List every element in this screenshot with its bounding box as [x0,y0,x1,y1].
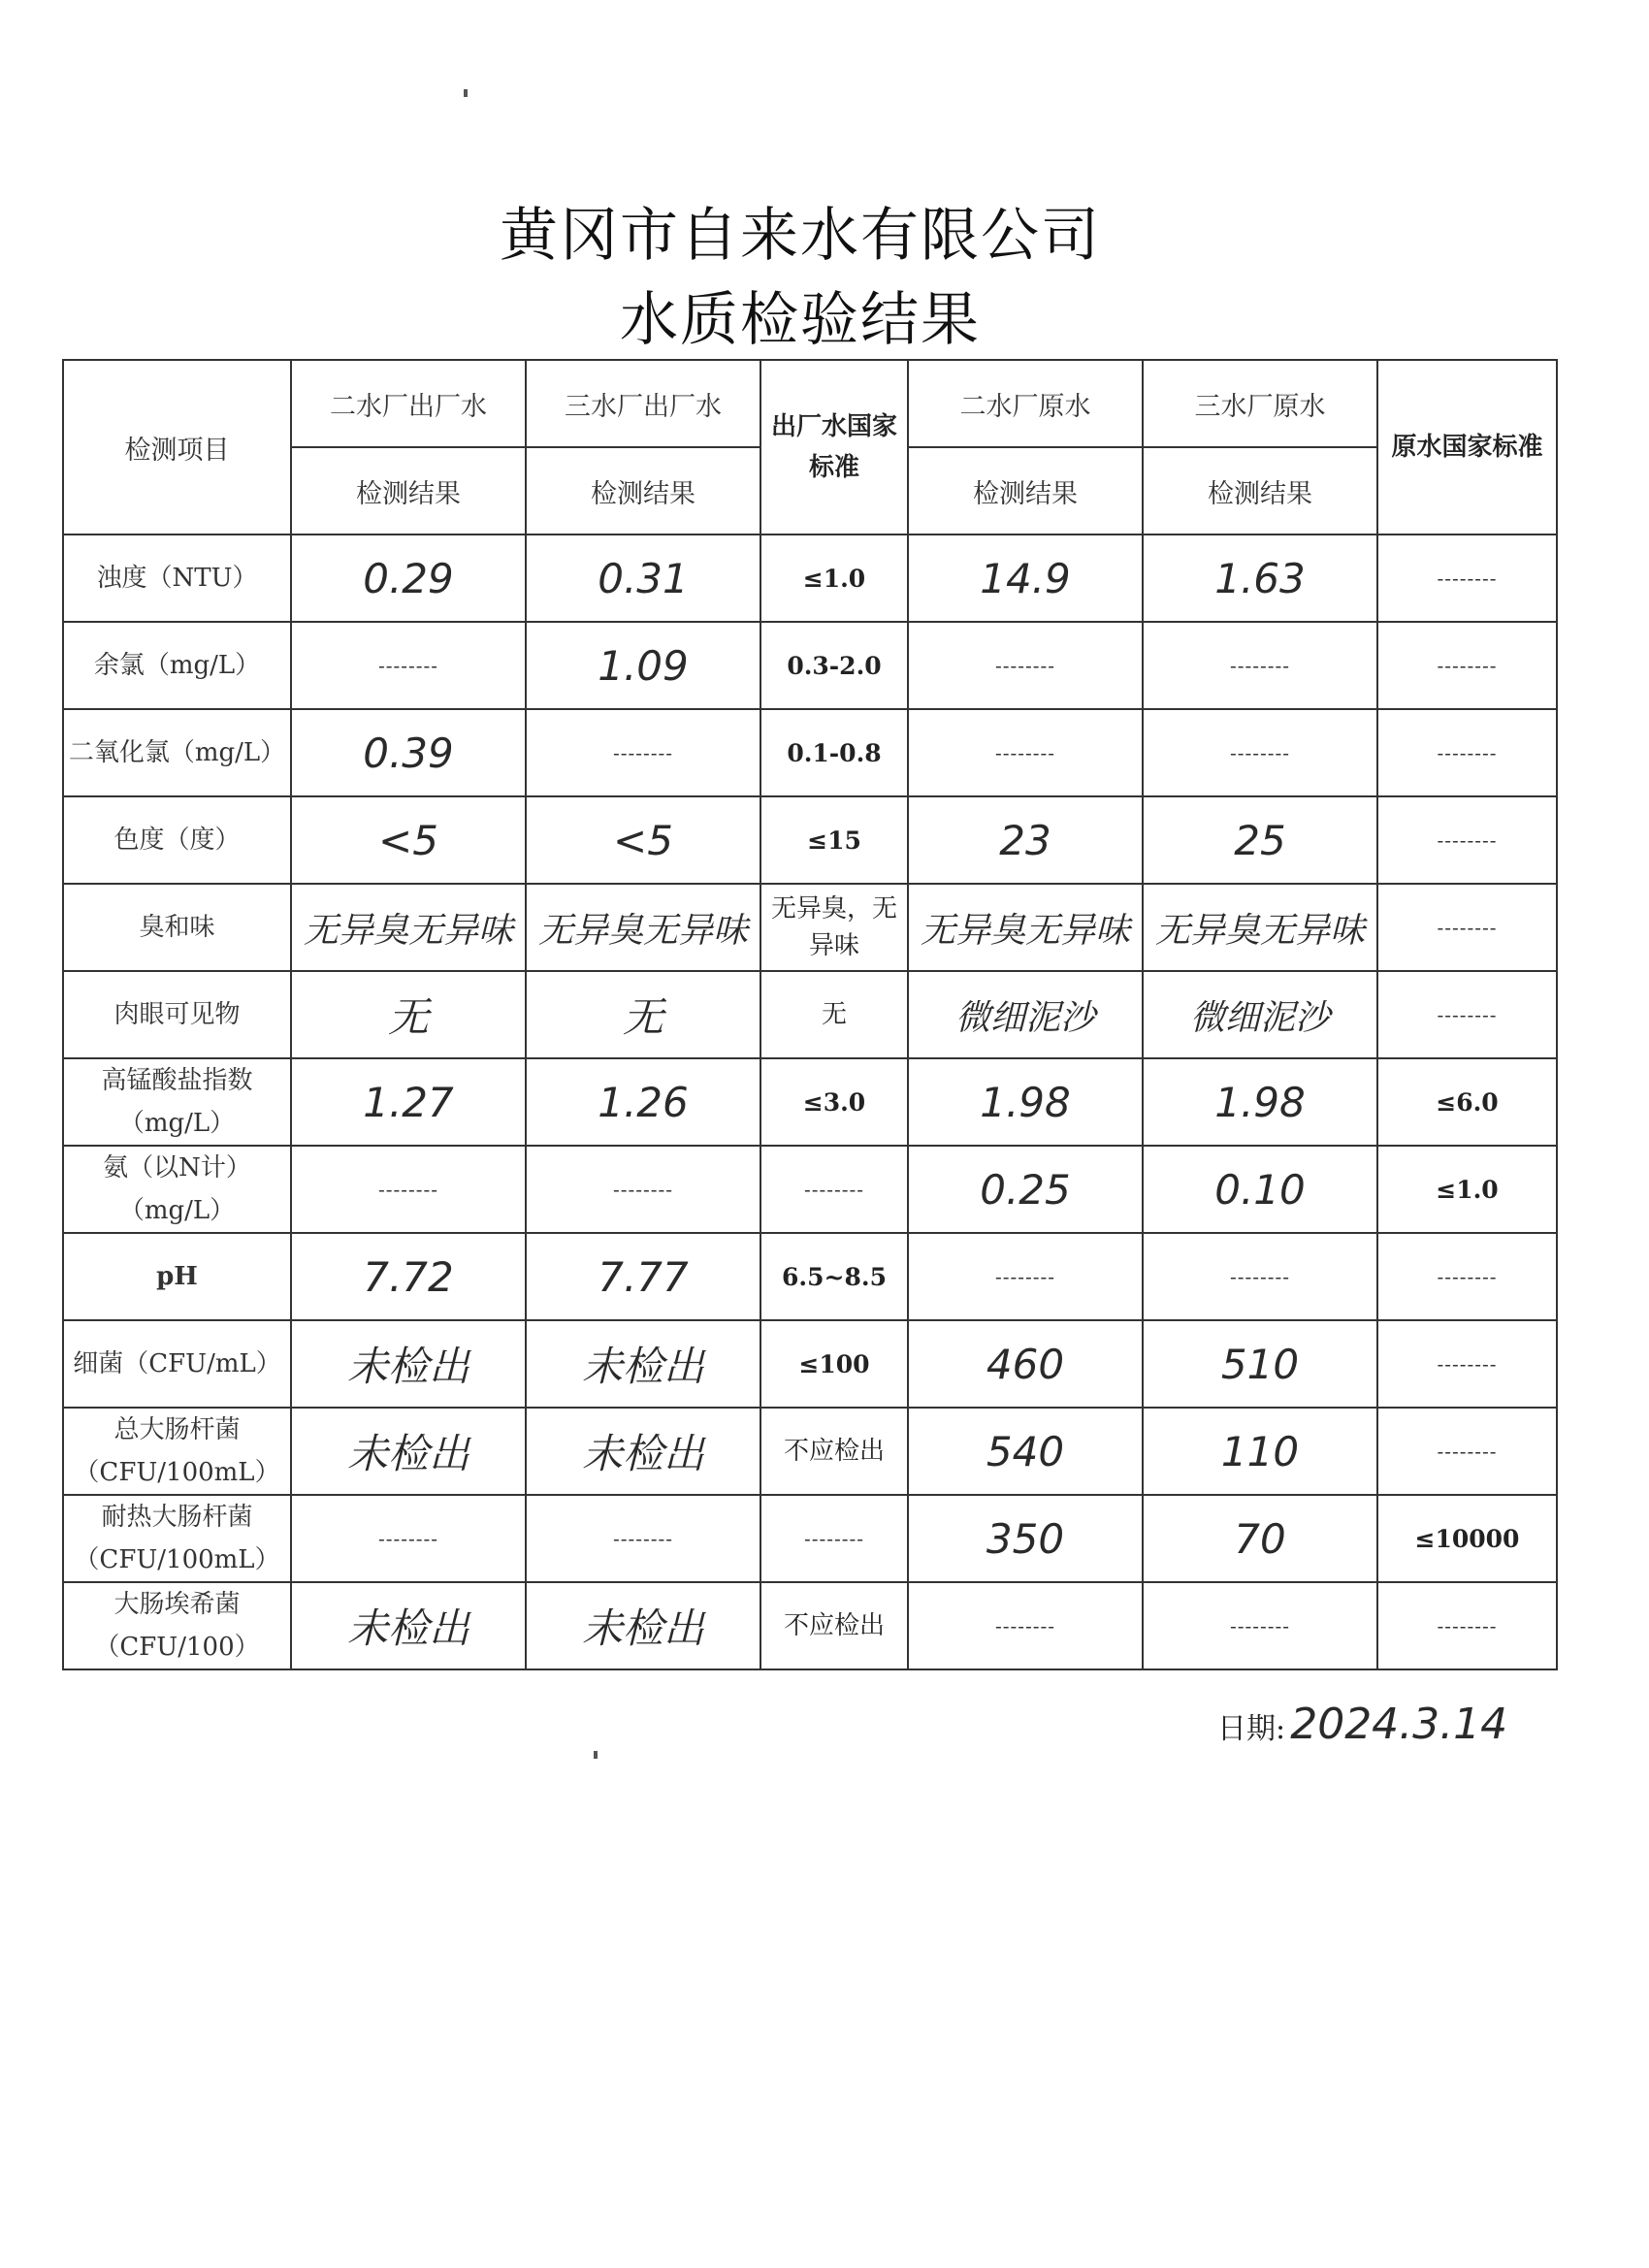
plant3-raw-value: 1.63 [1143,535,1377,622]
plant2-out-value: 未检出 [291,1408,526,1495]
plant3-raw-value: -------- [1143,1582,1377,1669]
raw-standard-value: -------- [1377,622,1557,709]
out-standard-value: 0.1-0.8 [760,709,908,796]
plant2-out-value: 未检出 [291,1320,526,1408]
header-out-standard: 出厂水国家标准 [760,360,908,535]
plant3-out-value: -------- [526,709,760,796]
header-result: 检测结果 [526,447,760,535]
table-row [63,1146,1557,1233]
out-standard-value: 0.3-2.0 [760,622,908,709]
plant2-out-value: 无异臭无异味 [291,884,526,971]
plant2-out-value: 未检出 [291,1582,526,1669]
header-plant2-raw: 二水厂原水 [908,360,1143,447]
plant3-raw-value: 110 [1143,1408,1377,1495]
plant3-raw-value: 0.10 [1143,1146,1377,1233]
raw-standard-value: -------- [1377,884,1557,971]
plant3-raw-value: 1.98 [1143,1058,1377,1146]
plant3-out-value: 未检出 [526,1582,760,1669]
row-item: 细菌（CFU/mL） [63,1320,291,1408]
row-item: pH [63,1233,291,1320]
header-raw-standard: 原水国家标准 [1377,360,1557,535]
table-row [63,709,1557,796]
header-result: 检测结果 [291,447,526,535]
header-result: 检测结果 [908,447,1143,535]
plant3-raw-value: 25 [1143,796,1377,884]
header-plant2-out: 二水厂出厂水 [291,360,526,447]
row-item: 肉眼可见物 [63,971,291,1058]
out-standard-value: ≤100 [760,1320,908,1408]
plant3-raw-value: 微细泥沙 [1143,971,1377,1058]
plant2-out-value: 0.29 [291,535,526,622]
out-standard-value: ≤1.0 [760,535,908,622]
table-row [63,1408,1557,1495]
header-plant3-out: 三水厂出厂水 [526,360,760,447]
header-result: 检测结果 [1143,447,1377,535]
plant3-raw-value: 510 [1143,1320,1377,1408]
raw-standard-value: -------- [1377,709,1557,796]
raw-standard-value: -------- [1377,535,1557,622]
plant3-raw-value: -------- [1143,1233,1377,1320]
plant2-raw-value: 微细泥沙 [908,971,1143,1058]
plant3-raw-value: -------- [1143,622,1377,709]
date-label: 日期: [1217,1712,1286,1746]
plant3-out-value: 未检出 [526,1408,760,1495]
plant3-out-value: 未检出 [526,1320,760,1408]
out-standard-value: 不应检出 [760,1408,908,1495]
water-quality-table [62,359,1558,1670]
plant2-raw-value: -------- [908,622,1143,709]
raw-standard-value: -------- [1377,1582,1557,1669]
report-title: 水质检验结果 [620,286,981,354]
table-row [63,796,1557,884]
plant2-out-value: -------- [291,1146,526,1233]
raw-standard-value: ≤10000 [1377,1495,1557,1582]
plant3-out-value: 1.09 [526,622,760,709]
table-row [63,1058,1557,1146]
header-item: 检测项目 [63,360,291,535]
plant3-out-value: 7.77 [526,1233,760,1320]
plant2-raw-value: 460 [908,1320,1143,1408]
date-line [1217,1700,1507,1749]
raw-standard-value: -------- [1377,1320,1557,1408]
plant2-raw-value: 23 [908,796,1143,884]
raw-standard-value: ≤6.0 [1377,1058,1557,1146]
row-item: 大肠埃希菌（CFU/100） [63,1582,291,1669]
date-value: 2024.3.14 [1290,1700,1508,1749]
raw-standard-value: ≤1.0 [1377,1146,1557,1233]
row-item: 高锰酸盐指数（mg/L） [63,1058,291,1146]
plant2-raw-value: 1.98 [908,1058,1143,1146]
scan-speck [594,1751,598,1759]
raw-standard-value: -------- [1377,971,1557,1058]
plant3-out-value: 无异臭无异味 [526,884,760,971]
table-row [63,884,1557,971]
row-item: 氨（以N计）（mg/L） [63,1146,291,1233]
plant2-out-value: 0.39 [291,709,526,796]
raw-standard-value: -------- [1377,1233,1557,1320]
plant2-out-value: 1.27 [291,1058,526,1146]
row-item: 臭和味 [63,884,291,971]
out-standard-value: 不应检出 [760,1582,908,1669]
plant2-raw-value: 540 [908,1408,1143,1495]
out-standard-value: 6.5~8.5 [760,1233,908,1320]
plant3-raw-value: 无异臭无异味 [1143,884,1377,971]
raw-standard-value: -------- [1377,1408,1557,1495]
out-standard-value: ≤3.0 [760,1058,908,1146]
table-row [63,622,1557,709]
plant2-out-value: -------- [291,1495,526,1582]
table-row [63,1233,1557,1320]
plant2-raw-value: -------- [908,1233,1143,1320]
out-standard-value: -------- [760,1146,908,1233]
row-item: 二氧化氯（mg/L） [63,709,291,796]
plant3-out-value: 0.31 [526,535,760,622]
out-standard-value: 无异臭，无异味 [760,884,908,971]
plant2-raw-value: 0.25 [908,1146,1143,1233]
row-item: 总大肠杆菌（CFU/100mL） [63,1408,291,1495]
plant3-out-value: -------- [526,1495,760,1582]
plant2-raw-value: 14.9 [908,535,1143,622]
plant2-raw-value: 无异臭无异味 [908,884,1143,971]
table-row [63,535,1557,622]
table-row [63,1582,1557,1669]
table-row [63,971,1557,1058]
out-standard-value: -------- [760,1495,908,1582]
header-plant3-raw: 三水厂原水 [1143,360,1377,447]
plant3-raw-value: -------- [1143,709,1377,796]
plant3-out-value: <5 [526,796,760,884]
row-item: 色度（度） [63,796,291,884]
company-title: 黄冈市自来水有限公司 [500,202,1101,270]
table-row [63,1320,1557,1408]
plant2-out-value: 7.72 [291,1233,526,1320]
scan-speck [464,89,468,97]
plant3-out-value: 无 [526,971,760,1058]
plant2-out-value: 无 [291,971,526,1058]
raw-standard-value: -------- [1377,796,1557,884]
out-standard-value: ≤15 [760,796,908,884]
plant2-raw-value: -------- [908,1582,1143,1669]
plant2-raw-value: 350 [908,1495,1143,1582]
plant2-out-value: -------- [291,622,526,709]
plant2-raw-value: -------- [908,709,1143,796]
plant3-out-value: -------- [526,1146,760,1233]
out-standard-value: 无 [760,971,908,1058]
plant2-out-value: <5 [291,796,526,884]
table-row [63,1495,1557,1582]
row-item: 余氯（mg/L） [63,622,291,709]
row-item: 耐热大肠杆菌（CFU/100mL） [63,1495,291,1582]
plant3-raw-value: 70 [1143,1495,1377,1582]
row-item: 浊度（NTU） [63,535,291,622]
plant3-out-value: 1.26 [526,1058,760,1146]
